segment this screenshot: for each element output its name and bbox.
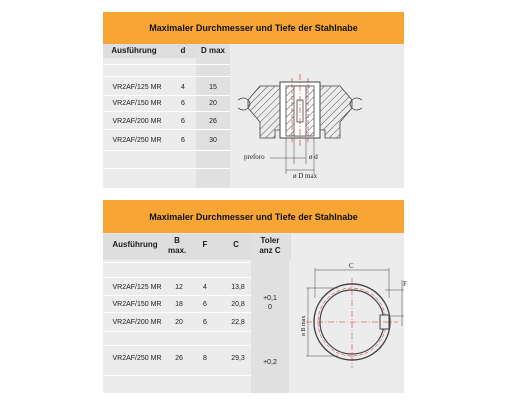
table1-cell: 6: [181, 118, 185, 125]
table1-divider: [103, 129, 230, 130]
table1-cell: 15: [209, 84, 217, 91]
table1-cell: VR2AF/150 MR: [112, 100, 162, 107]
table2-tolerance-2: +0,2: [263, 359, 277, 366]
table1-cell: 26: [209, 118, 217, 125]
table1-dmax-column: [196, 44, 230, 188]
table2-cell: VR2AF/200 MR: [112, 319, 162, 326]
table1-header-dmax: D max: [200, 46, 225, 55]
table2-cell: VR2AF/125 MR: [112, 284, 162, 291]
table2-cell: 8: [203, 355, 207, 362]
dim-f-label: F: [403, 280, 407, 288]
table2-cell: 6: [203, 301, 207, 308]
table2-header-f: F: [202, 240, 208, 249]
table1-header-d: d: [180, 46, 186, 55]
table1-cell: VR2AF/250 MR: [112, 137, 162, 144]
bore-dmax-label: ø D max: [293, 172, 318, 180]
table2-cell: 20: [175, 319, 183, 326]
table2-divider: [103, 262, 251, 263]
table1-cell: 30: [209, 137, 217, 144]
table2-divider: [103, 295, 251, 296]
table2-header-ausfuehrung: Ausführung: [112, 240, 158, 249]
preforo-label: preforo: [244, 153, 265, 161]
table2-cell: 13,8: [231, 284, 245, 291]
dim-c-label: C: [349, 262, 354, 270]
table1-cell: 20: [209, 100, 217, 107]
bore-d-label: ø d: [309, 153, 318, 161]
table1-divider: [103, 64, 230, 65]
table1-divider: [103, 150, 230, 151]
table1-cell: 4: [181, 84, 185, 91]
table2-cell: VR2AF/250 MR: [112, 355, 162, 362]
table1-header-ausfuehrung: Ausführung: [111, 46, 157, 55]
table1-divider: [103, 95, 230, 96]
table2-divider: [103, 375, 251, 376]
ring-keyway-drawing: [292, 258, 412, 376]
dim-b-label: ø B max: [301, 315, 307, 336]
table2-title: Maximaler Durchmesser und Tiefe der Stahlnabe: [103, 200, 404, 233]
table2-divider: [103, 277, 251, 278]
table2-divider: [103, 331, 251, 332]
table1-cell: 6: [181, 137, 185, 144]
table1-cell: VR2AF/200 MR: [112, 118, 162, 125]
table2-cell: 20,8: [231, 301, 245, 308]
table2-cell: 12: [175, 284, 183, 291]
table2-tolerance-1: +0,1 0: [263, 295, 277, 311]
table2-divider: [103, 345, 251, 346]
table2-divider: [103, 312, 251, 313]
table1-divider: [103, 168, 230, 169]
table2-header-bmax: B max.: [168, 236, 187, 255]
table1-cell: 6: [181, 100, 185, 107]
table1-divider: [103, 76, 230, 77]
table2-header-c: C: [233, 240, 239, 249]
table1-divider: [103, 111, 230, 112]
table2-toleranz-column: [251, 234, 289, 393]
table2-cell: 18: [175, 301, 183, 308]
table2-cell: 22,8: [231, 319, 245, 326]
table2-cell: 26: [175, 355, 183, 362]
table2-cell: 29,3: [231, 355, 245, 362]
table2-cell: 4: [203, 284, 207, 291]
hub-section-drawing: [230, 60, 370, 182]
table1-title: Maximaler Durchmesser und Tiefe der Stahlnabe: [103, 12, 404, 44]
table2-header-toleranz: Toler anz C: [259, 236, 281, 255]
table2-cell: VR2AF/150 MR: [112, 301, 162, 308]
table1-cell: VR2AF/125 MR: [112, 84, 162, 91]
table2-cell: 6: [203, 319, 207, 326]
